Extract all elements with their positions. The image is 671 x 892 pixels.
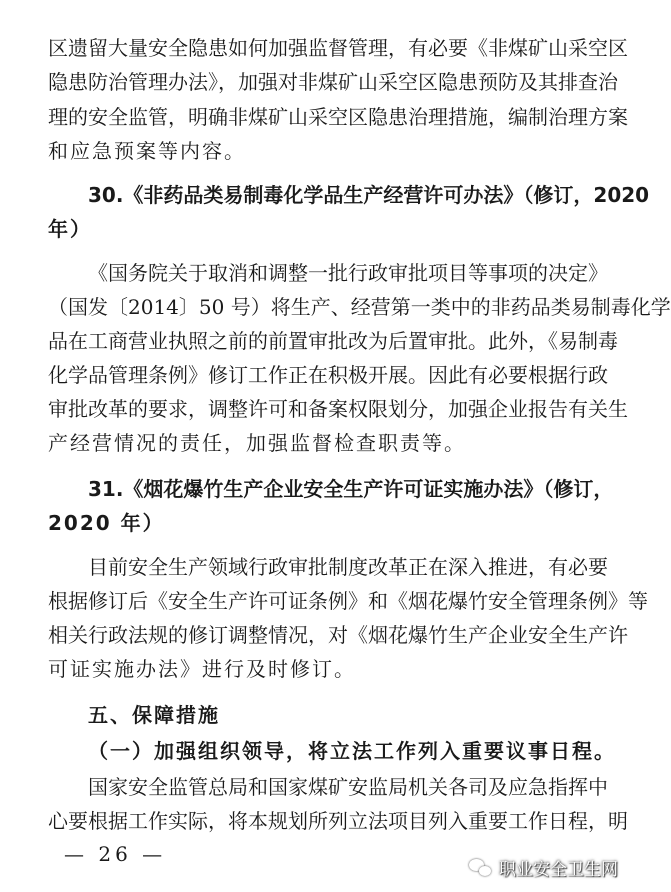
- body-line: 产经营情况的责任，加强监督检查职责等。: [48, 431, 466, 455]
- item-31-heading: 31.《烟花爆竹生产企业安全生产许可证实施办法》（修订，: [88, 477, 614, 501]
- page-number: — 26 —: [64, 842, 167, 866]
- body-line: （国发〔2014〕50 号）将生产、经营第一类中的非药品类易制毒化学: [48, 295, 671, 319]
- body-line: 区遗留大量安全隐患如何加强监督管理，有必要《非煤矿山采空区: [48, 36, 628, 60]
- watermark: [469, 855, 618, 880]
- body-line: 审批改革的要求，调整许可和备案权限划分，加强企业报告有关生: [48, 397, 628, 421]
- body-line: 可证实施办法》进行及时修订。: [48, 657, 356, 681]
- body-line: 隐患防治管理办法》，加强对非煤矿山采空区隐患预防及其排查治: [48, 70, 618, 94]
- body-line: 化学品管理条例》修订工作正在积极开展。因此有必要根据行政: [48, 363, 608, 387]
- section-heading: 五、保障措施: [88, 703, 220, 727]
- body-line: 相关行政法规的修订调整情况，对《烟花爆竹生产企业安全生产许: [48, 623, 628, 647]
- subsection-heading: （一）加强组织领导，将立法工作列入重要议事日程。: [88, 739, 616, 763]
- body-line: 根据修订后《安全生产许可证条例》和《烟花爆竹安全管理条例》等: [48, 589, 648, 613]
- body-line: 目前安全生产领域行政审批制度改革正在深入推进，有必要: [88, 555, 608, 579]
- item-30-heading: 30.《非药品类易制毒化学品生产经营许可办法》（修订，2020: [88, 183, 650, 207]
- item-31-heading-cont: 2020 年）: [48, 511, 165, 535]
- body-line: 心要根据工作实际，将本规划所列立法项目列入重要工作日程，明: [48, 809, 628, 833]
- body-line: 品在工商营业执照之前的前置审批改为后置审批。此外，《易制毒: [48, 329, 618, 353]
- body-line: 国家安全监管总局和国家煤矿安监局机关各司及应急指挥中: [88, 775, 608, 799]
- body-line: 《国务院关于取消和调整一批行政审批项目等事项的决定》: [88, 261, 608, 285]
- wechat-icon: [469, 858, 493, 878]
- body-line: 理的安全监管，明确非煤矿山采空区隐患治理措施，编制治理方案: [48, 105, 628, 129]
- body-line: 和应急预案等内容。: [48, 139, 246, 163]
- item-30-heading-cont: 年）: [48, 217, 92, 241]
- watermark-text: 职业安全卫生网: [499, 860, 618, 880]
